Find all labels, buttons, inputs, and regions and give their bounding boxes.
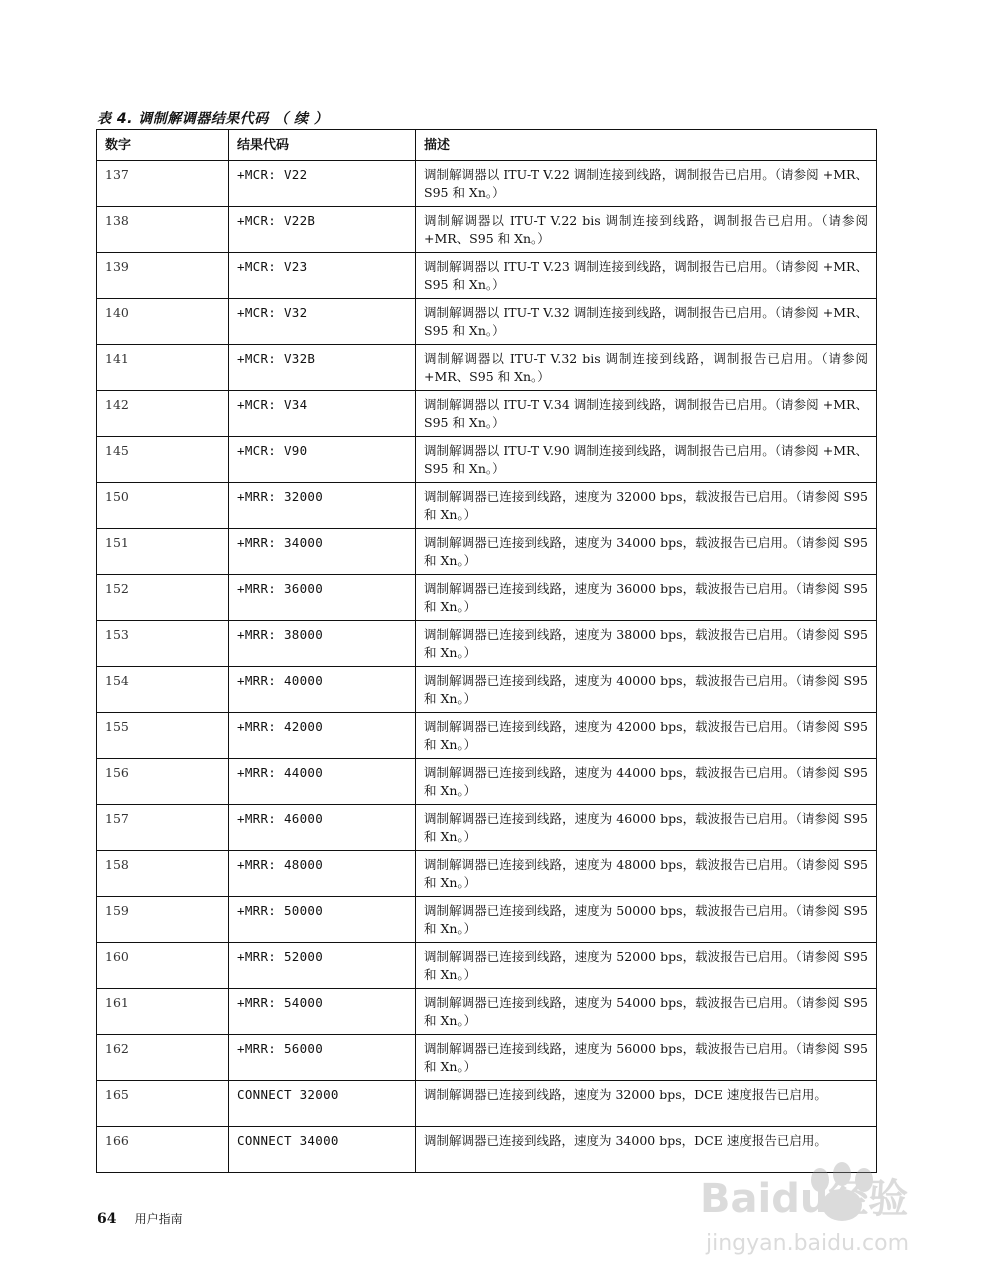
- table-row: [97, 667, 877, 713]
- row-description: 调制解调器以 ITU-T V.22 bis 调制连接到线路，调制报告已启用。（请参阅 +MR、S95 和 Xn。）: [416, 207, 877, 253]
- table-row: [97, 713, 877, 759]
- table-row: [97, 207, 877, 253]
- row-number: 142: [97, 391, 229, 437]
- table-row: [97, 345, 877, 391]
- table-caption: 表 4. 调制解调器结果代码 （ 续 ）: [97, 111, 329, 127]
- row-description: 调制解调器已连接到线路，速度为 42000 bps，载波报告已启用。（请参阅 S95 和 Xn。）: [416, 713, 877, 759]
- row-result-code: +MRR: 36000: [229, 575, 416, 621]
- row-number: 145: [97, 437, 229, 483]
- row-description: 调制解调器已连接到线路，速度为 50000 bps，载波报告已启用。（请参阅 S95 和 Xn。）: [416, 897, 877, 943]
- table-row: [97, 943, 877, 989]
- row-number: 154: [97, 667, 229, 713]
- table-row: [97, 759, 877, 805]
- row-result-code: +MRR: 34000: [229, 529, 416, 575]
- row-description: 调制解调器已连接到线路，速度为 52000 bps，载波报告已启用。（请参阅 S95 和 Xn。）: [416, 943, 877, 989]
- table-header-row: [97, 130, 877, 161]
- row-description: 调制解调器已连接到线路，速度为 44000 bps，载波报告已启用。（请参阅 S95 和 Xn。）: [416, 759, 877, 805]
- row-number: 157: [97, 805, 229, 851]
- row-result-code: +MRR: 48000: [229, 851, 416, 897]
- row-result-code: +MRR: 52000: [229, 943, 416, 989]
- row-number: 138: [97, 207, 229, 253]
- page-footer: [97, 1210, 183, 1227]
- header-number: 数字: [97, 130, 229, 161]
- row-number: 160: [97, 943, 229, 989]
- row-number: 165: [97, 1081, 229, 1127]
- row-description: 调制解调器以 ITU-T V.34 调制连接到线路，调制报告已启用。（请参阅 +MR、S95 和 Xn。）: [416, 391, 877, 437]
- row-description: 调制解调器已连接到线路，速度为 46000 bps，载波报告已启用。（请参阅 S95 和 Xn。）: [416, 805, 877, 851]
- row-description: 调制解调器已连接到线路，速度为 40000 bps，载波报告已启用。（请参阅 S95 和 Xn。）: [416, 667, 877, 713]
- row-number: 140: [97, 299, 229, 345]
- row-result-code: +MCR: V32B: [229, 345, 416, 391]
- row-description: 调制解调器已连接到线路，速度为 32000 bps，载波报告已启用。（请参阅 S95 和 Xn。）: [416, 483, 877, 529]
- row-number: 150: [97, 483, 229, 529]
- row-result-code: +MRR: 46000: [229, 805, 416, 851]
- row-result-code: +MRR: 40000: [229, 667, 416, 713]
- row-result-code: +MRR: 42000: [229, 713, 416, 759]
- row-number: 139: [97, 253, 229, 299]
- row-description: 调制解调器已连接到线路，速度为 32000 bps，DCE 速度报告已启用。: [416, 1081, 877, 1127]
- row-description: 调制解调器以 ITU-T V.32 调制连接到线路，调制报告已启用。（请参阅 +MR、S95 和 Xn。）: [416, 299, 877, 345]
- row-result-code: +MRR: 38000: [229, 621, 416, 667]
- row-number: 156: [97, 759, 229, 805]
- row-result-code: +MRR: 32000: [229, 483, 416, 529]
- row-description: 调制解调器已连接到线路，速度为 36000 bps，载波报告已启用。（请参阅 S95 和 Xn。）: [416, 575, 877, 621]
- watermark-url: jingyan.baidu.com: [706, 1231, 910, 1256]
- row-number: 137: [97, 161, 229, 207]
- row-description: 调制解调器已连接到线路，速度为 34000 bps，载波报告已启用。（请参阅 S95 和 Xn。）: [416, 529, 877, 575]
- row-result-code: +MRR: 44000: [229, 759, 416, 805]
- row-description: 调制解调器以 ITU-T V.22 调制连接到线路，调制报告已启用。（请参阅 +MR、S95 和 Xn。）: [416, 161, 877, 207]
- row-number: 153: [97, 621, 229, 667]
- row-description: 调制解调器已连接到线路，速度为 56000 bps，载波报告已启用。（请参阅 S95 和 Xn。）: [416, 1035, 877, 1081]
- table-row: [97, 1035, 877, 1081]
- header-result-code: 结果代码: [229, 130, 416, 161]
- row-result-code: +MCR: V22: [229, 161, 416, 207]
- baidu-watermark: [700, 1150, 950, 1260]
- page-number: 64: [97, 1211, 117, 1227]
- row-number: 162: [97, 1035, 229, 1081]
- row-result-code: +MCR: V34: [229, 391, 416, 437]
- row-description: 调制解调器以 ITU-T V.23 调制连接到线路，调制报告已启用。（请参阅 +MR、S95 和 Xn。）: [416, 253, 877, 299]
- table-row: [97, 851, 877, 897]
- row-result-code: CONNECT 32000: [229, 1081, 416, 1127]
- row-description: 调制解调器已连接到线路，速度为 34000 bps，DCE 速度报告已启用。: [416, 1127, 877, 1173]
- row-number: 166: [97, 1127, 229, 1173]
- table-row: [97, 391, 877, 437]
- table-row: [97, 621, 877, 667]
- row-result-code: +MRR: 50000: [229, 897, 416, 943]
- row-description: 调制解调器已连接到线路，速度为 38000 bps，载波报告已启用。（请参阅 S95 和 Xn。）: [416, 621, 877, 667]
- row-number: 159: [97, 897, 229, 943]
- row-number: 155: [97, 713, 229, 759]
- table-row: [97, 989, 877, 1035]
- table-row: [97, 437, 877, 483]
- row-result-code: +MCR: V90: [229, 437, 416, 483]
- table-row: [97, 299, 877, 345]
- table-row: [97, 575, 877, 621]
- row-result-code: +MRR: 54000: [229, 989, 416, 1035]
- row-number: 161: [97, 989, 229, 1035]
- table-row: [97, 483, 877, 529]
- row-number: 158: [97, 851, 229, 897]
- table-row: [97, 253, 877, 299]
- row-result-code: CONNECT 34000: [229, 1127, 416, 1173]
- row-result-code: +MCR: V32: [229, 299, 416, 345]
- row-result-code: +MCR: V22B: [229, 207, 416, 253]
- document-title: 用户指南: [134, 1212, 183, 1226]
- result-codes-table: [96, 129, 877, 1173]
- row-result-code: +MRR: 56000: [229, 1035, 416, 1081]
- row-result-code: +MCR: V23: [229, 253, 416, 299]
- row-description: 调制解调器已连接到线路，速度为 54000 bps，载波报告已启用。（请参阅 S95 和 Xn。）: [416, 989, 877, 1035]
- watermark-brand: Baidu经验: [700, 1176, 909, 1222]
- table-row: [97, 1081, 877, 1127]
- header-description: 描述: [416, 130, 877, 161]
- row-number: 141: [97, 345, 229, 391]
- row-description: 调制解调器以 ITU-T V.32 bis 调制连接到线路，调制报告已启用。（请参阅 +MR、S95 和 Xn。）: [416, 345, 877, 391]
- table-row: [97, 161, 877, 207]
- row-description: 调制解调器以 ITU-T V.90 调制连接到线路，调制报告已启用。（请参阅 +MR、S95 和 Xn。）: [416, 437, 877, 483]
- row-number: 151: [97, 529, 229, 575]
- table-row: [97, 529, 877, 575]
- row-description: 调制解调器已连接到线路，速度为 48000 bps，载波报告已启用。（请参阅 S95 和 Xn。）: [416, 851, 877, 897]
- table-row: [97, 897, 877, 943]
- table-row: [97, 805, 877, 851]
- row-number: 152: [97, 575, 229, 621]
